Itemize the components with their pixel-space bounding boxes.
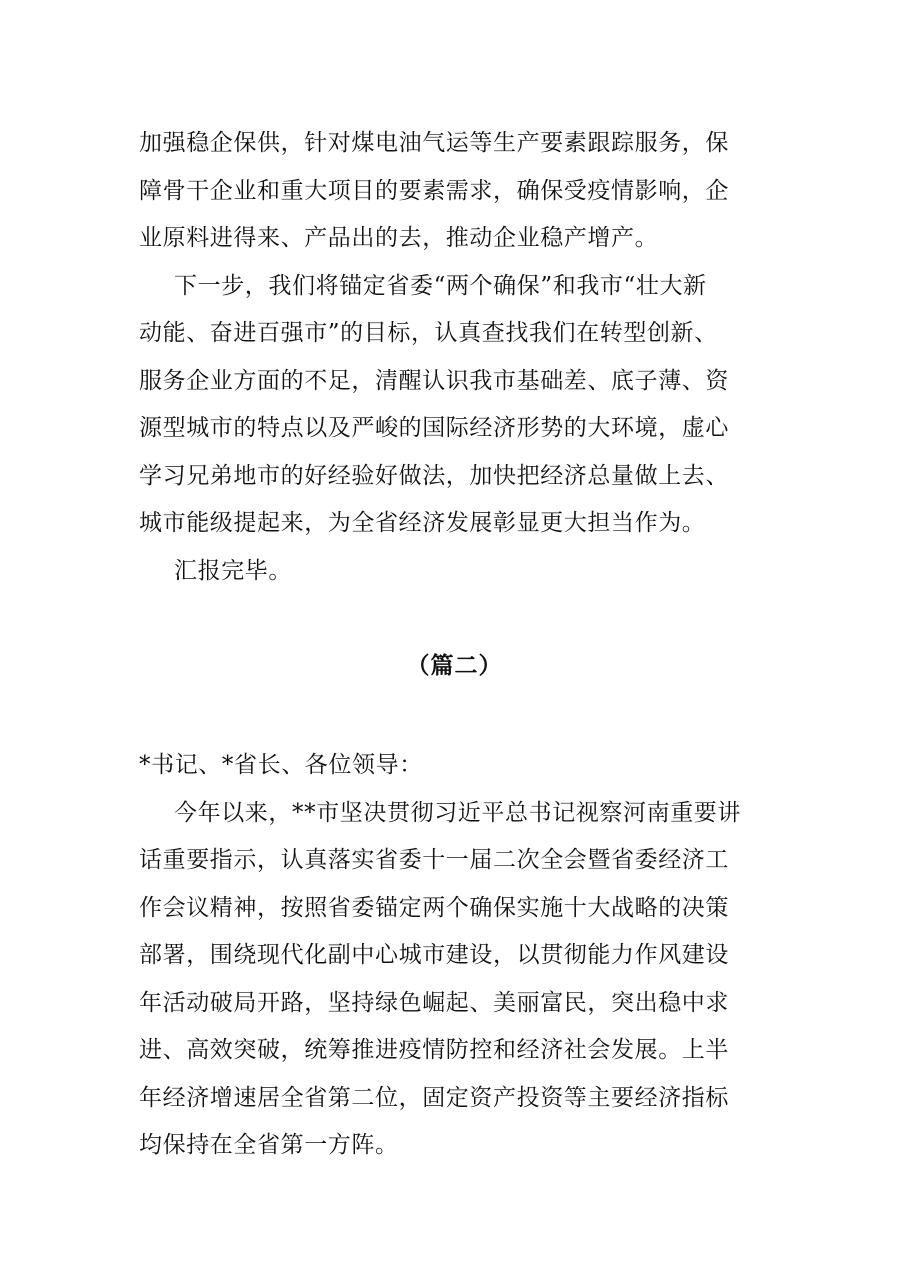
paragraph-line: 学习兄弟地市的好经验好做法，加快把经济总量做上去、 (139, 462, 729, 489)
paragraph-line: 服务企业方面的不足，清醒认识我市基础差、底子薄、资 (139, 367, 729, 394)
paragraph-line: 今年以来，**市坚决贯彻习近平总书记视察河南重要讲 (174, 799, 741, 826)
paragraph-line: 城市能级提起来，为全省经济发展彰显更大担当作为。 (139, 510, 706, 536)
paragraph-line: 进、高效突破，统筹推进疫情防控和经济社会发展。上半 (139, 1037, 729, 1063)
paragraph-line: 年活动破局开路，坚持绿色崛起、美丽富民，突出稳中求 (139, 989, 729, 1016)
paragraph-line: 加强稳企保供，针对煤电油气运等生产要素跟踪服务，保 (139, 130, 729, 156)
closing-line: 汇报完毕。 (174, 557, 292, 584)
paragraph-line: 部署，围绕现代化副中心城市建设，以贯彻能力作风建设 (139, 942, 729, 968)
paragraph-line: 动能、奋进百强市”的目标，认真查找我们在转型创新、 (139, 320, 718, 346)
paragraph-line: 作会议精神，按照省委锚定两个确保实施十大战略的决策 (139, 894, 729, 921)
paragraph-line: 年经济增速居全省第二位，固定资产投资等主要经济指标 (139, 1084, 729, 1111)
paragraph-line: 均保持在全省第一方阵。 (139, 1132, 399, 1158)
paragraph-line: 障骨干企业和重大项目的要素需求，确保受疫情影响，企 (139, 177, 729, 204)
paragraph-line: 业原料进得来、产品出的去，推动企业稳产增产。 (139, 225, 659, 251)
salutation: *书记、*省长、各位领导： (139, 752, 423, 778)
paragraph-line: 话重要指示，认真落实省委十一届二次全会暨省委经济工 (139, 847, 729, 873)
paragraph-line: 下一步，我们将锚定省委“两个确保”和我市“壮大新 (174, 272, 707, 299)
part1-text (139, 120, 765, 595)
paragraph-line: 源型城市的特点以及严峻的国际经济形势的大环境，虚心 (139, 415, 729, 441)
part2-text (139, 742, 765, 1170)
section-title: （篇二） (406, 653, 503, 679)
